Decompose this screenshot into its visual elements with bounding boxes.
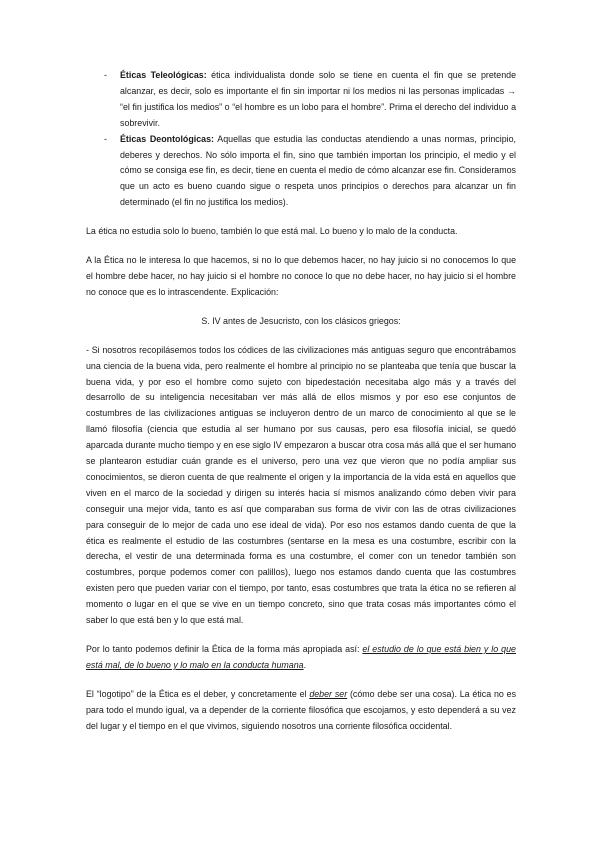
list-item-teleologicas [86, 68, 516, 132]
section-heading: S. IV antes de Jesucristo, con los clásicos griegos: [201, 315, 401, 326]
logotipo-intro: El “logotipo” de la Ética es el deber, y concretamente el [86, 688, 310, 699]
list-dash: - [104, 133, 107, 144]
definition-deontologicas: Aquellas que estudia las conductas atendiendo a unas normas, principio, deberes y derechos. No sólo importa el fin, sino que también importan los principio, el medio y el cómo se consiga ese fin, es decir, tiene en cuenta el medio de cómo alcanzar ese fin. Consideramos que un acto es bueno cuando sigue o respeta unos principios o derechos para alcanzar un fin determinado (el fin no justifica los medios). [120, 133, 517, 208]
paragraph-historia: - Si nosotros recopilásemos todos los códices de las civilizaciones más antiguas seguro que encontrábamos una ciencia de la buena vida, pero realmente el hombre al principio no se planteaba que tenía que buscar la buena vida, y por eso el hombre como sujeto con bipedestación necesitaba algo más y a través del desarrollo de su inteligencia necesitaban ver más allá de ellos mismos y por eso ese conjuntos de costumbres de las civilizaciones antiguas se incluyeron dentro de un marco de conocimiento al que se le llamó filosofía (ciencia que estudia al ser humano por sus causas, pero esa filosofía inicial, se quedó aparcada durante mucho tiempo y en ese siglo IV empezaron a buscar otra cosa más allá que el ser humano se plantearon estudiar cuán grande es el universo, pero una vez que vieron que no podía ampliar sus conocimientos, se dieron cuenta de que realmente el origen y la importancia de la vida está en aquellos que viven en el marco de la sociedad y dirigen su interés hacia sí mismos analizando cómo deben vivir para conseguir una mejor vida, tanto es así que comparaban sus forma de vivir con las de otras civilizaciones para conseguir de lo mejor de cada uno ese ideal de vida). Por eso nos estamos dando cuenta de que la ética es realmente el estudio de las costumbres (sentarse en la mesa es una costumbre, escribir con la derecha, el vestir de una determinada forma es una costumbre, el comer con un tenedor también son costumbres, porque podemos comer con palillos), luego nos estamos dando cuenta que las costumbres existen pero que pueden variar con el tiempo, por tanto, esas costumbres que trata la ética no se refieren al momento o lugar en el que se vive en un tiempo concreto, sino que trata cosas más importantes cómo el saber lo que está ben y lo que está mal. [86, 344, 516, 626]
deber-ser-underlined: deber ser [309, 688, 348, 699]
definition-teleologicas: ética individualista donde solo se tiene en cuenta el fin que se pretende alcanzar, es decir, solo es importante el fin sin importar ni los medios ni las personas implicadas → “el fin justifica los medios” o “el hombre es un lobo para el hombre”. Prima el derecho del individuo a sobrevivir. [120, 70, 517, 128]
paragraph-logotipo [86, 687, 516, 735]
list-dash: - [104, 70, 107, 80]
paragraph-debemos-hacer: A la Ética no le interesa lo que hacemos, si no lo que debemos hacer, no hay juicio si no conocemos lo que el hombre debe hacer, no hay juicio si el hombre no conoce lo que no debe hacer, no hay juicio si el hombre no conoce que es lo intrascendente. Explicación: [86, 255, 516, 297]
term-deontologicas: Éticas Deontológicas: [120, 133, 215, 144]
paragraph-definicion [86, 642, 516, 674]
logotipo-rest: (cómo debe ser una cosa). La ética no es para todo el mundo igual, va a depender de la corriente filosófica que escojamos, y esto dependerá a su vez del lugar y el tiempo en el que vivimos, siguiendo nosotros una corriente filosófica occidental. [86, 688, 517, 731]
list-item-deontologicas [86, 132, 516, 212]
definicion-intro: Por lo tanto podemos definir la Ética de la forma más apropiada así: [86, 644, 363, 654]
term-teleologicas: Éticas Teleológicas: [120, 70, 207, 80]
paragraph-etica-bueno-malo: La ética no estudia solo lo bueno, también lo que está mal. Lo bueno y lo malo de la conducta. [86, 226, 458, 237]
document-page [86, 68, 516, 735]
definicion-end: . [303, 659, 307, 670]
definicion-underlined: el estudio de lo que está bien y lo que está mal, de lo bueno y lo malo en la conducta humana [86, 644, 516, 670]
